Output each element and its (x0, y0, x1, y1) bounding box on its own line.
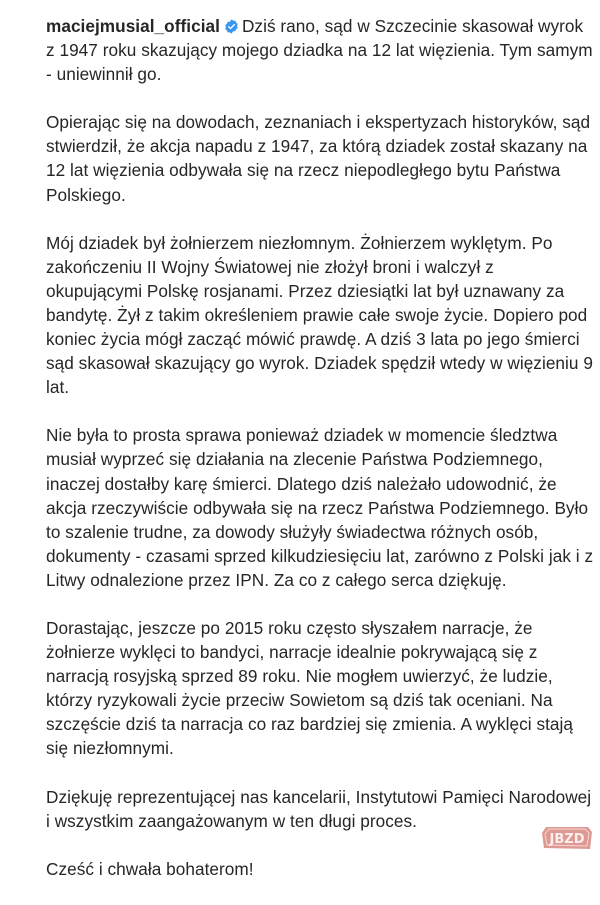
caption-text: Dziś rano, sąd w Szczecinie skasował wyrok z 1947 roku skazujący mojego dziadka na 12 lat więzienia. Tym samym - uniewinnił go. (46, 16, 593, 85)
jbzd-logo-icon (540, 825, 594, 851)
caption-paragraph-1 (46, 14, 594, 86)
caption-paragraph-7: Cześć i chwała bohaterom! (46, 858, 254, 879)
username-link[interactable]: maciejmusial_official (46, 16, 220, 36)
watermark-text: JBZD (549, 832, 585, 847)
verified-badge-icon (224, 19, 239, 34)
caption-paragraph-6: Dziękuję reprezentującej nas kancelarii, Instytutowi Pamięci Narodowej i wszystkim zaangażowanym w ten długi proces. (46, 786, 592, 831)
caption-paragraph-3: Mój dziadek był żołnierzem niezłomnym. Żołnierzem wyklętym. Po zakończeniu II Wojny Światowej nie złożył broni i walczył z okupującymi Polskę rosjanami. Przez dziesiątki lat był uznawany za bandytę. Żył z takim określeniem prawie całe swoje życie. Dopiero pod koniec życia mógł zacząć mówić prawdę. A dziś 3 lata po jego śmierci sąd skasował skazujący go wyrok. Dziadek spędził wtedy w więzieniu 9 lat. (46, 232, 593, 398)
caption-paragraph-4: Nie była to prosta sprawa ponieważ dziadek w momencie śledztwa musiał wyprzeć się działania na zlecenie Państwa Podziemnego, inaczej dostałby karę śmierci. Dlatego dziś należało udowodnić, że akcja rzeczywiście odbywała się na rzecz Państwa Podziemnego. Było to szalenie trudne, za dowody służyły świadectwa różnych osób, dokumenty - czasami sprzed kilkudziesięciu lat, zarówno z Polski jak i z Litwy odnalezione przez IPN. Za co z całego serca dziękuję. (46, 425, 594, 590)
caption-paragraph-2: Opierając się na dowodach, zeznaniach i ekspertyzach historyków, sąd stwierdził, że akcja napadu z 1947, za którą dziadek został skazany na 12 lat więzienia odbywała się na rzecz niepodległego bytu Państwa Polskiego. (46, 112, 591, 205)
caption-paragraph-5: Dorastając, jeszcze po 2015 roku często słyszałem narracje, że żołnierze wyklęci to bandyci, narracje idealnie pokrywającą się z narracją rosyjską sprzed 89 roku. Nie mogłem uwierzyć, że ludzie, którzy ryzykowali życie przeciw Sowietom są dziś tak oceniani. Na szczęście dziś ta narracja co raz bardziej się zmienia. A wyklęci stają się niezłomnymi. (46, 617, 574, 759)
post-caption (46, 14, 594, 905)
